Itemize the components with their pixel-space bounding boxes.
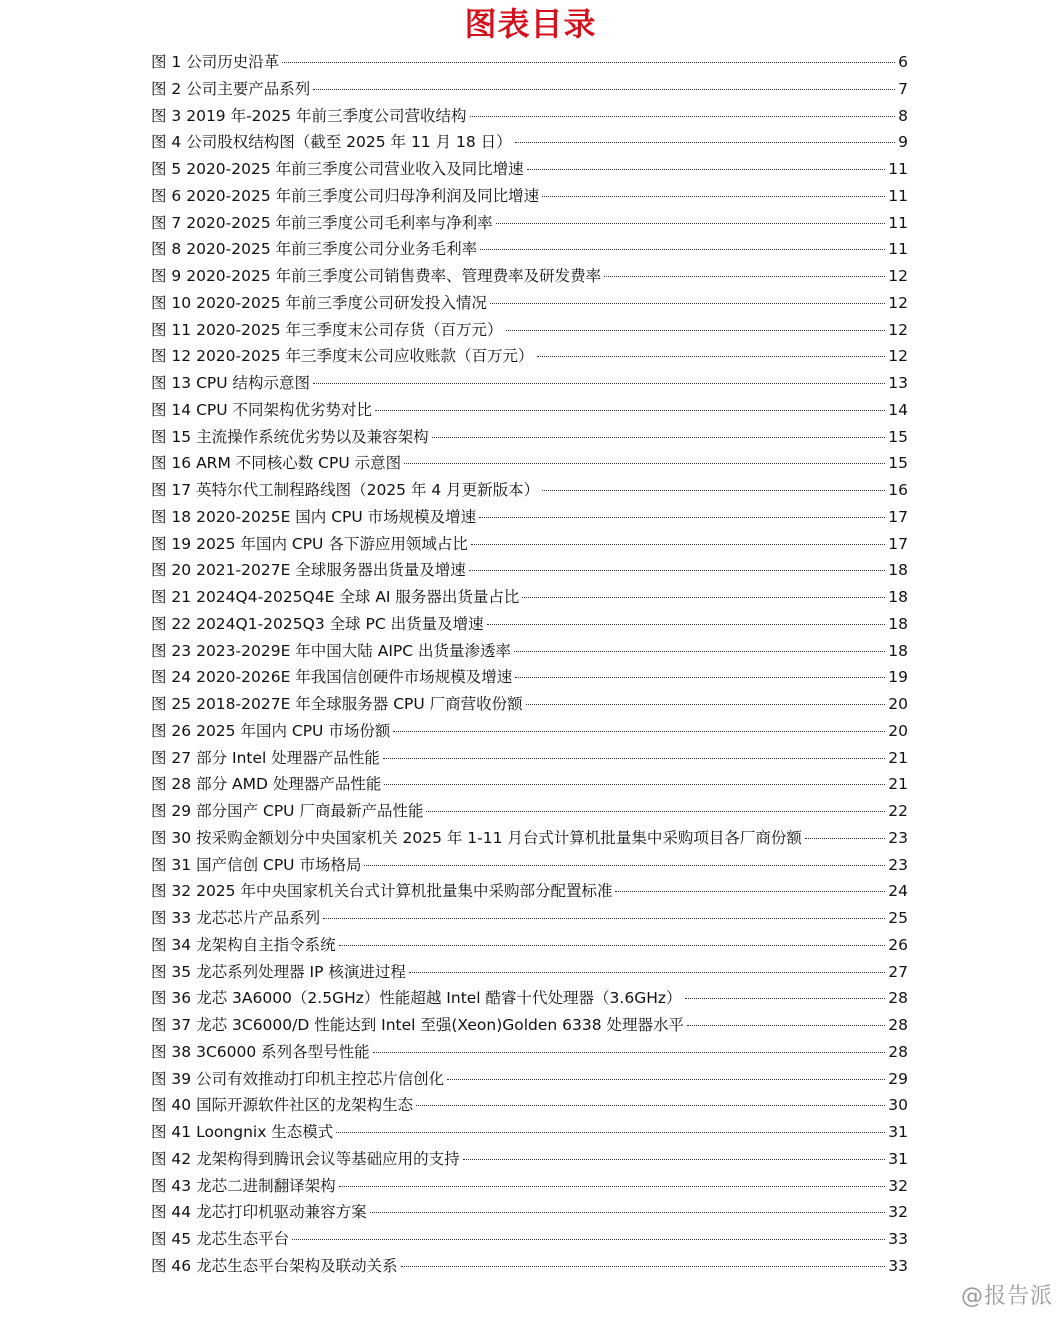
toc-entry[interactable] — [151, 1039, 908, 1066]
toc-dot-leader — [313, 383, 885, 384]
toc-entry[interactable] — [151, 584, 908, 611]
toc-entry[interactable] — [151, 771, 908, 798]
toc-entry-page: 17 — [888, 534, 908, 553]
toc-entry-page: 15 — [888, 454, 908, 473]
toc-dot-leader — [471, 544, 885, 545]
toc-dot-leader — [487, 624, 886, 625]
toc-entry[interactable] — [151, 1253, 908, 1280]
toc-entry[interactable] — [151, 1173, 908, 1200]
toc-entry-page: 16 — [888, 481, 908, 499]
toc-entry[interactable] — [151, 557, 908, 584]
toc-entry-page: 6 — [898, 53, 908, 71]
toc-entry-page: 11 — [888, 186, 908, 205]
toc-entry[interactable] — [151, 825, 908, 852]
toc-entry[interactable] — [151, 370, 908, 397]
toc-entry-label: 图 5 2020-2025 年前三季度公司营业收入及同比增速 — [151, 160, 524, 178]
toc-entry-page: 13 — [888, 374, 908, 392]
toc-entry[interactable] — [151, 852, 908, 879]
toc-entry-label: 图 20 2021-2027E 全球服务器出货量及增速 — [151, 561, 466, 580]
toc-dot-leader — [373, 1052, 886, 1053]
toc-entry-page: 18 — [888, 588, 908, 606]
toc-entry-label: 图 19 2025 年国内 CPU 各下游应用领域占比 — [151, 534, 468, 553]
toc-dot-leader — [404, 463, 885, 464]
toc-entry-label: 图 29 部分国产 CPU 厂商最新产品性能 — [151, 802, 424, 820]
toc-dot-leader — [339, 945, 886, 946]
toc-entry[interactable] — [151, 263, 908, 290]
toc-entry-label: 图 6 2020-2025 年前三季度公司归母净利润及同比增速 — [151, 186, 540, 205]
toc-entry[interactable] — [151, 450, 908, 477]
toc-entry-label: 图 45 龙芯生态平台 — [151, 1230, 290, 1248]
toc-dot-leader — [292, 1239, 885, 1240]
toc-entry[interactable] — [151, 76, 908, 103]
toc-entry[interactable] — [151, 156, 908, 183]
toc-entry-page: 21 — [888, 775, 908, 794]
toc-dot-leader — [685, 998, 886, 999]
toc-entry-label: 图 46 龙芯生态平台架构及联动关系 — [151, 1256, 398, 1275]
toc-entry[interactable] — [151, 397, 908, 424]
toc-entry-label: 图 4 公司股权结构图（截至 2025 年 11 月 18 日） — [151, 133, 512, 152]
toc-dot-leader — [282, 62, 895, 63]
toc-entry[interactable] — [151, 718, 908, 745]
toc-entry-page: 21 — [888, 748, 908, 767]
toc-dot-leader — [470, 116, 896, 117]
toc-entry-page: 20 — [888, 721, 908, 740]
toc-entry[interactable] — [151, 932, 908, 959]
toc-entry-label: 图 21 2024Q4-2025Q4E 全球 AI 服务器出货量占比 — [151, 588, 520, 606]
toc-entry[interactable] — [151, 317, 908, 344]
toc-dot-leader — [401, 1266, 886, 1267]
toc-entry-page: 12 — [888, 293, 908, 312]
toc-entry[interactable] — [151, 1199, 908, 1226]
toc-entry-label: 图 13 CPU 结构示意图 — [151, 374, 311, 392]
toc-dot-leader — [375, 410, 885, 411]
toc-entry-label: 图 40 国际开源软件社区的龙架构生态 — [151, 1096, 414, 1115]
toc-entry-label: 图 27 部分 Intel 处理器产品性能 — [151, 748, 380, 767]
toc-entry-page: 12 — [888, 267, 908, 285]
toc-entry[interactable] — [151, 611, 908, 638]
toc-entry[interactable] — [151, 477, 908, 504]
toc-entry-page: 17 — [888, 507, 908, 526]
toc-entry[interactable] — [151, 1012, 908, 1039]
toc-dot-leader — [496, 223, 886, 224]
toc-entry-page: 29 — [888, 1069, 908, 1088]
toc-entry-label: 图 31 国产信创 CPU 市场格局 — [151, 855, 362, 874]
toc-dot-leader — [490, 303, 885, 304]
toc-entry-label: 图 15 主流操作系统优劣势以及兼容架构 — [151, 427, 429, 446]
toc-entry-label: 图 3 2019 年-2025 年前三季度公司营收结构 — [151, 106, 467, 125]
toc-dot-leader — [447, 1079, 885, 1080]
toc-entry-label: 图 10 2020-2025 年前三季度公司研发投入情况 — [151, 293, 487, 312]
toc-dot-leader — [384, 784, 885, 785]
toc-entry-page: 11 — [888, 213, 908, 232]
toc-dot-leader — [604, 276, 885, 277]
toc-dot-leader — [515, 142, 895, 143]
toc-entry[interactable] — [151, 343, 908, 370]
toc-dot-leader — [370, 1212, 886, 1213]
toc-entry-label: 图 36 龙芯 3A6000（2.5GHz）性能超越 Intel 酷睿十代处理器（3.6GHz） — [151, 989, 682, 1008]
watermark: @报告派 — [960, 1284, 1053, 1309]
toc-entry-label: 图 17 英特尔代工制程路线图（2025 年 4 月更新版本） — [151, 481, 540, 499]
toc-dot-leader — [687, 1025, 885, 1026]
toc-entry[interactable] — [151, 691, 908, 718]
toc-dot-leader — [432, 437, 886, 438]
toc-entry[interactable] — [151, 985, 908, 1012]
toc-entry-page: 33 — [888, 1256, 908, 1275]
toc-entry-label: 图 7 2020-2025 年前三季度公司毛利率与净利率 — [151, 213, 493, 232]
toc-dot-leader — [416, 1105, 885, 1106]
page-title: 图表目录 — [464, 5, 597, 43]
toc-entry[interactable] — [151, 1066, 908, 1093]
toc-dot-leader — [527, 169, 886, 170]
toc-dot-leader — [515, 677, 885, 678]
toc-entry[interactable] — [151, 504, 908, 531]
toc-dot-leader — [615, 891, 885, 892]
toc-dot-leader — [426, 811, 885, 812]
toc-entry-label: 图 26 2025 年国内 CPU 市场份额 — [151, 721, 391, 740]
toc-entry-page: 23 — [888, 855, 908, 874]
toc-entry-label: 图 32 2025 年中央国家机关台式计算机批量集中采购部分配置标准 — [151, 882, 613, 901]
toc-entry-page: 9 — [898, 133, 908, 152]
toc-dot-leader — [526, 704, 886, 705]
toc-entry-label: 图 42 龙架构得到腾讯会议等基础应用的支持 — [151, 1149, 460, 1168]
toc-entry[interactable] — [151, 664, 908, 691]
toc-entry[interactable] — [151, 878, 908, 905]
toc-dot-leader — [393, 731, 885, 732]
toc-dot-leader — [479, 517, 885, 518]
toc-entry-page: 11 — [888, 160, 908, 178]
toc-dot-leader — [480, 249, 885, 250]
toc-entry-label: 图 28 部分 AMD 处理器产品性能 — [151, 775, 382, 794]
table-of-figures — [151, 49, 908, 1280]
toc-entry[interactable] — [151, 905, 908, 932]
toc-entry-label: 图 37 龙芯 3C6000/D 性能达到 Intel 至强(Xeon)Golden 6338 处理器水平 — [151, 1016, 685, 1034]
toc-dot-leader — [469, 570, 885, 571]
toc-dot-leader — [522, 597, 885, 598]
toc-entry[interactable] — [151, 798, 908, 825]
toc-entry[interactable] — [151, 531, 908, 558]
toc-entry-page: 23 — [888, 828, 908, 847]
toc-entry-page: 30 — [888, 1096, 908, 1115]
toc-dot-leader — [323, 918, 885, 919]
toc-entry-page: 14 — [888, 400, 908, 419]
toc-entry-page: 12 — [888, 320, 908, 339]
toc-entry-label: 图 44 龙芯打印机驱动兼容方案 — [151, 1203, 367, 1222]
toc-entry[interactable] — [151, 183, 908, 210]
toc-entry-page: 20 — [888, 695, 908, 713]
toc-entry[interactable] — [151, 103, 908, 130]
toc-dot-leader — [364, 865, 885, 866]
toc-entry[interactable] — [151, 129, 908, 156]
toc-entry-page: 33 — [888, 1230, 908, 1248]
toc-entry-page: 32 — [888, 1176, 908, 1195]
toc-entry-label: 图 9 2020-2025 年前三季度公司销售费率、管理费率及研发费率 — [151, 267, 602, 285]
toc-entry-page: 15 — [888, 427, 908, 446]
toc-entry-label: 图 39 公司有效推动打印机主控芯片信创化 — [151, 1069, 445, 1088]
toc-entry[interactable] — [151, 745, 908, 772]
toc-entry[interactable] — [151, 1092, 908, 1119]
toc-entry-page: 18 — [888, 614, 908, 633]
toc-entry-label: 图 22 2024Q1-2025Q3 全球 PC 出货量及增速 — [151, 614, 484, 633]
toc-entry-page: 22 — [888, 802, 908, 820]
toc-entry-page: 8 — [898, 106, 908, 125]
toc-entry-page: 18 — [888, 561, 908, 580]
toc-entry[interactable] — [151, 1146, 908, 1173]
toc-dot-leader — [313, 89, 895, 90]
toc-dot-leader — [506, 330, 886, 331]
toc-entry-page: 18 — [888, 641, 908, 660]
toc-dot-leader — [542, 490, 885, 491]
toc-entry-label: 图 11 2020-2025 年三季度末公司存货（百万元） — [151, 320, 503, 339]
toc-entry-label: 图 35 龙芯系列处理器 IP 核演进过程 — [151, 962, 406, 981]
toc-entry-label: 图 14 CPU 不同架构优劣势对比 — [151, 400, 373, 419]
toc-entry-page: 28 — [888, 1042, 908, 1061]
toc-entry-label: 图 23 2023-2029E 年中国大陆 AIPC 出货量渗透率 — [151, 641, 511, 660]
toc-entry[interactable] — [151, 290, 908, 317]
toc-entry-label: 图 24 2020-2026E 年我国信创硬件市场规模及增速 — [151, 668, 513, 687]
toc-entry-label: 图 38 3C6000 系列各型号性能 — [151, 1042, 370, 1061]
toc-dot-leader — [409, 972, 885, 973]
toc-entry-label: 图 1 公司历史沿革 — [151, 53, 280, 71]
toc-dot-leader — [542, 196, 885, 197]
toc-entry[interactable] — [151, 1119, 908, 1146]
toc-dot-leader — [336, 1132, 885, 1133]
toc-entry[interactable] — [151, 959, 908, 986]
toc-entry-page: 11 — [888, 240, 908, 259]
toc-entry-page: 31 — [888, 1149, 908, 1168]
toc-entry-label: 图 16 ARM 不同核心数 CPU 示意图 — [151, 454, 402, 473]
toc-entry[interactable] — [151, 1226, 908, 1253]
toc-entry-page: 27 — [888, 962, 908, 981]
toc-entry[interactable] — [151, 210, 908, 237]
toc-entry-page: 24 — [888, 882, 908, 901]
toc-entry-page: 32 — [888, 1203, 908, 1222]
toc-entry-page: 26 — [888, 935, 908, 954]
toc-dot-leader — [339, 1186, 886, 1187]
toc-entry-label: 图 33 龙芯芯片产品系列 — [151, 909, 321, 927]
toc-dot-leader — [383, 758, 886, 759]
toc-entry-page: 19 — [888, 668, 908, 687]
toc-entry[interactable] — [151, 236, 908, 263]
toc-entry-label: 图 12 2020-2025 年三季度末公司应收账款（百万元） — [151, 347, 534, 366]
toc-entry-page: 25 — [888, 909, 908, 927]
toc-entry-label: 图 43 龙芯二进制翻译架构 — [151, 1176, 336, 1195]
toc-entry-label: 图 41 Loongnix 生态模式 — [151, 1123, 334, 1141]
toc-entry-label: 图 30 按采购金额划分中央国家机关 2025 年 1-11 月台式计算机批量集中采购项目各厂商份额 — [151, 828, 802, 847]
toc-dot-leader — [537, 356, 886, 357]
toc-entry-page: 7 — [898, 79, 908, 98]
toc-entry[interactable] — [151, 424, 908, 451]
toc-entry-label: 图 2 公司主要产品系列 — [151, 79, 311, 98]
toc-entry-page: 12 — [888, 347, 908, 366]
toc-dot-leader — [514, 651, 885, 652]
toc-entry-label: 图 18 2020-2025E 国内 CPU 市场规模及增速 — [151, 507, 477, 526]
toc-entry-label: 图 8 2020-2025 年前三季度公司分业务毛利率 — [151, 240, 478, 259]
toc-entry-page: 28 — [888, 1016, 908, 1034]
toc-entry-label: 图 34 龙架构自主指令系统 — [151, 935, 336, 954]
toc-dot-leader — [805, 838, 885, 839]
toc-entry-page: 31 — [888, 1123, 908, 1141]
toc-entry-page: 28 — [888, 989, 908, 1008]
toc-entry[interactable] — [151, 49, 908, 76]
toc-entry[interactable] — [151, 638, 908, 665]
toc-dot-leader — [463, 1159, 886, 1160]
toc-entry-label: 图 25 2018-2027E 年全球服务器 CPU 厂商营收份额 — [151, 695, 523, 713]
